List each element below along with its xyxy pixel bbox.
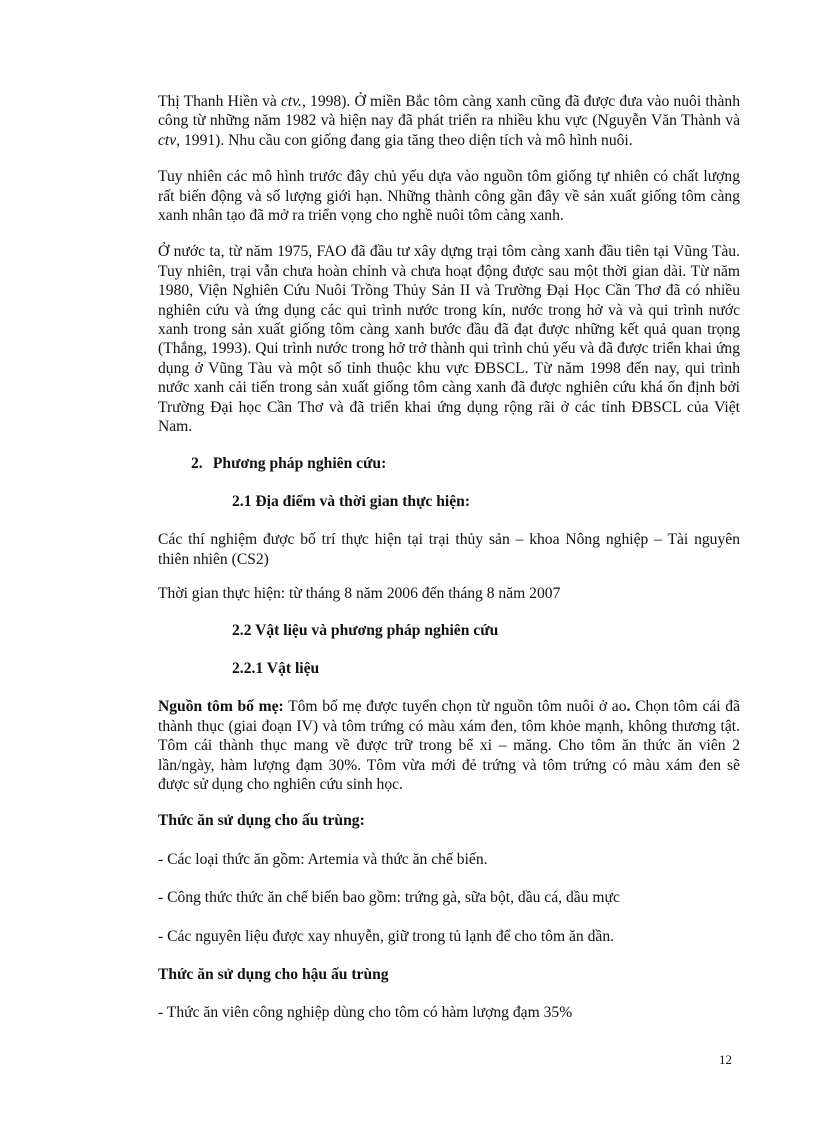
paragraph-models: Tuy nhiên các mô hình trước đây chủ yếu dựa vào nguồn tôm giống tự nhiên có chất lượng rất biến động và số lượng giới hạn. Những thành công gần đây về sản xuất giống tôm càng xanh nhân tạo đã mở ra triển vọng cho nghề nuôi tôm càng xanh.: [158, 168, 740, 225]
subsection-heading-location-time: 2.1 Địa điểm và thời gian thực hiện:: [232, 492, 471, 510]
text-run: Thị Thanh Hiền và: [158, 93, 282, 110]
text-run: Tôm bố mẹ được tuyển chọn từ nguồn tôm nuôi ở ao: [283, 698, 627, 716]
subsection-heading-materials: 2.2.1 Vật liệu: [232, 659, 320, 677]
document-page: [158, 92, 740, 1042]
text-run: Chọn tôm cái đã thành thục (giai đoạn IV) và tôm trứng có màu xám đen, tôm khỏe mạnh, không thương tật. Tôm cái thành thục mang về được trữ trong bể xi – măng. Cho tôm ăn thức ăn viên 2 lần/ngày, hàm lượng đạm 30%. Tôm vừa mới đẻ trứng và tôm trứng có màu xám đen sẽ được sử dụng cho nghiên cứu sinh học.: [158, 698, 740, 793]
paragraph-history: Ở nước ta, từ năm 1975, FAO đã đầu tư xây dựng trại tôm càng xanh đầu tiên tại Vũng Tàu. Tuy nhiên, trại vẫn chưa hoàn chỉnh và chưa hoạt động được sau một thời gian dài. Từ năm 1980, Viện Nghiên Cứu Nuôi Trồng Thủy Sản II và Trường Đại Học Cần Thơ đã có nhiều nghiên cứu và ứng dụng các qui trình nước trong kín, nước trong hở và và qui trình nước xanh trong sản xuất giống tôm càng xanh bước đầu đã đạt được những kết quả quan trọng (Thắng, 1993). Qui trình nước trong hở trở thành qui trình chủ yếu và đã được triển khai ứng dụng ở Vũng Tàu và một số tỉnh thuộc khu vực ĐBSCL. Từ năm 1998 đến nay, qui trình nước xanh cải tiến trong sản xuất giống tôm càng xanh đã được nghiên cứu khá ổn định bởi Trường Đại học Cần Thơ và đã triển khai ứng dụng rộng rãi ở các tỉnh ĐBSCL của Việt Nam.: [158, 243, 740, 436]
page-number: 12: [719, 1052, 732, 1067]
paragraph-broodstock: [158, 697, 740, 794]
bold-period: .: [626, 698, 631, 716]
italic-citation: ctv.: [281, 93, 302, 110]
list-item: - Thức ăn viên công nghiệp dùng cho tôm có hàm lượng đạm 35%: [158, 1004, 573, 1022]
list-item: - Công thức thức ăn chế biến bao gồm: trứng gà, sữa bột, dầu cá, dầu mực: [158, 889, 620, 907]
italic-citation: ctv: [158, 131, 177, 149]
section-heading-methods: [191, 454, 740, 473]
section-title: Phương pháp nghiên cứu:: [212, 454, 387, 472]
subsection-heading-materials-methods: 2.2 Vật liệu và phương pháp nghiên cứu: [232, 621, 499, 639]
list-item: - Các nguyên liệu được xay nhuyễn, giữ trong tủ lạnh để cho tôm ăn dần.: [158, 927, 615, 945]
paragraph-time: Thời gian thực hiện: từ tháng 8 năm 2006 đến tháng 8 năm 2007: [158, 585, 561, 603]
larval-feed-heading: Thức ăn sử dụng cho ấu trùng:: [158, 812, 365, 830]
section-number: 2.: [191, 454, 203, 472]
paragraph-location: Các thí nghiệm được bố trí thực hiện tại trại thủy sản – khoa Nông nghiệp – Tài nguyên thiên nhiên (CS2): [158, 531, 740, 568]
text-run: , 1998). Ở miền Bắc tôm càng xanh cũng đã được đưa vào nuôi thành công từ những năm 1982 và hiện nay đã phát triển ra nhiều khu vực (Nguyễn Văn Thành và: [158, 93, 740, 130]
broodstock-label: Nguồn tôm bố mẹ:: [158, 698, 284, 716]
postlarval-feed-heading: Thức ăn sử dụng cho hậu ấu trùng: [158, 966, 389, 983]
paragraph-intro-continued: [158, 92, 740, 150]
text-run: , 1991). Nhu cầu con giống đang gia tăng theo diện tích và mô hình nuôi.: [176, 131, 633, 149]
list-item: - Các loại thức ăn gồm: Artemia và thức ăn chế biến.: [158, 850, 488, 868]
